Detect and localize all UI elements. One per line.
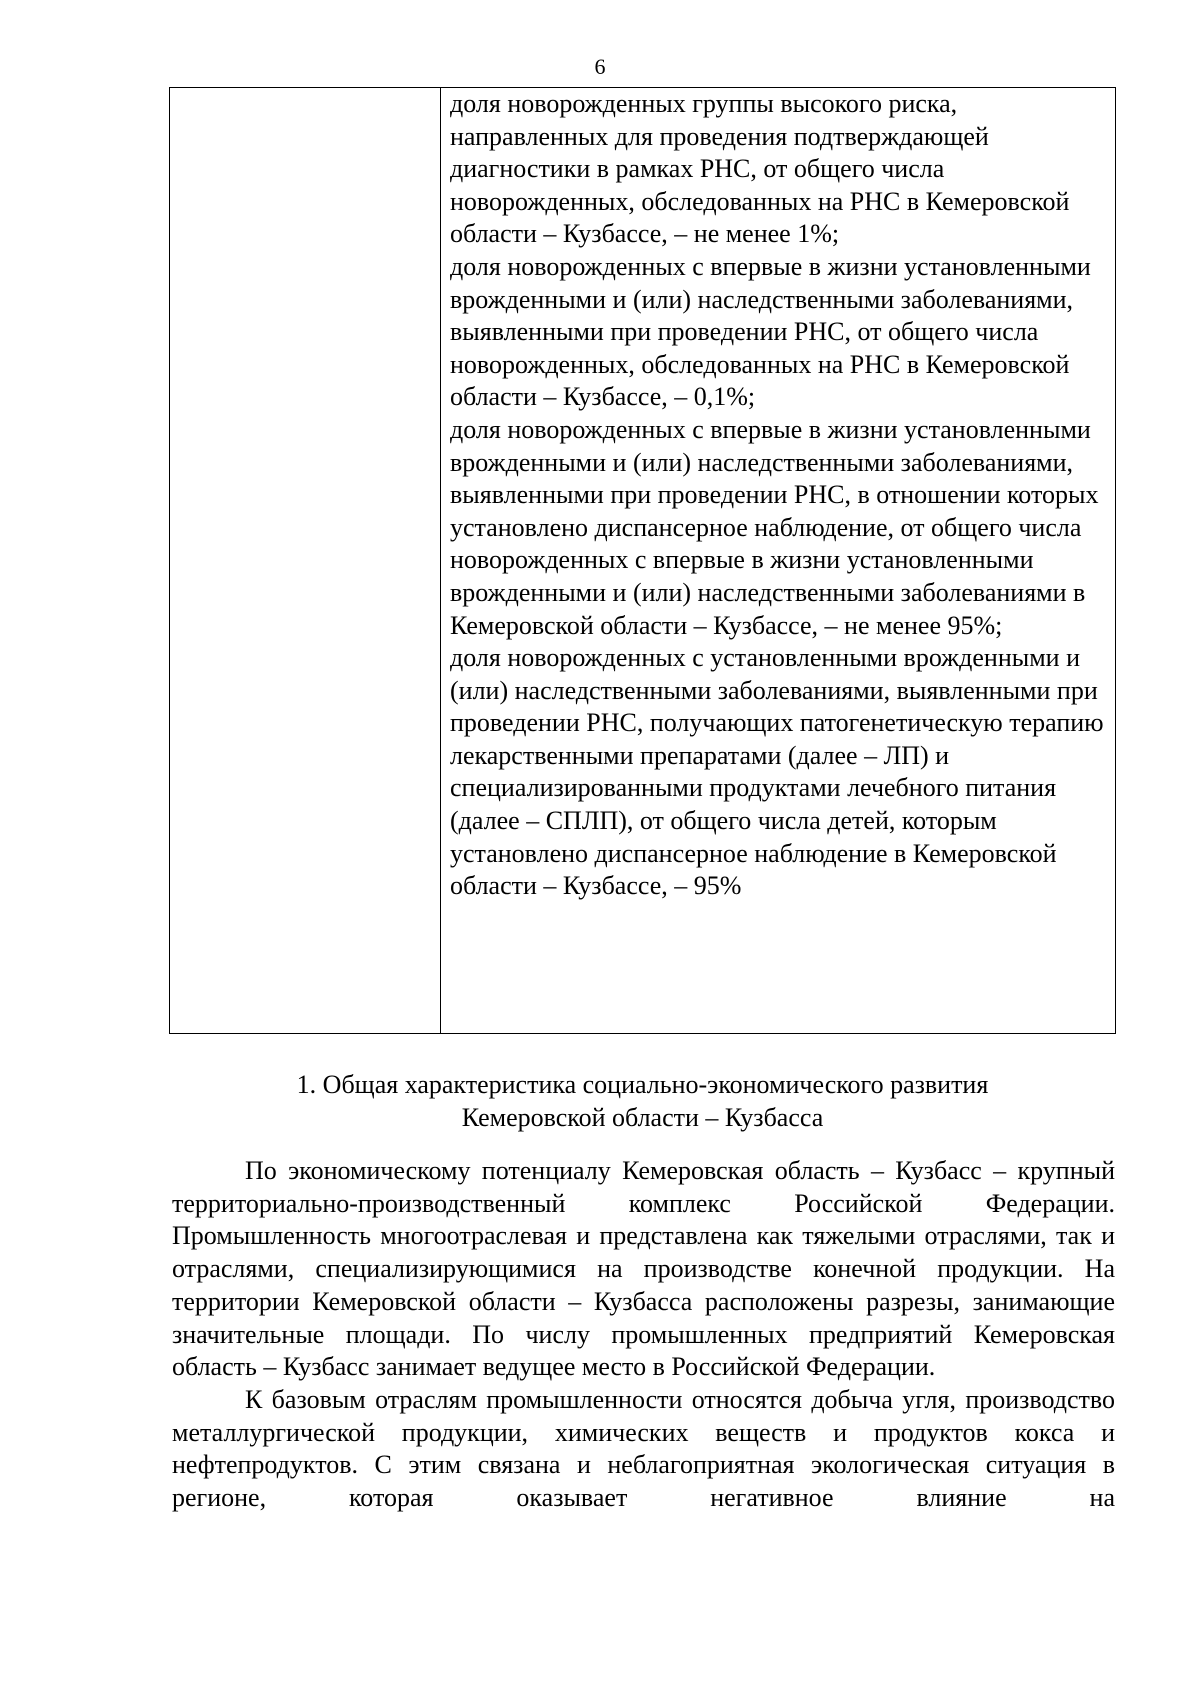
table-cell-empty <box>170 88 441 1034</box>
section-heading <box>170 1068 1115 1134</box>
indicator-table <box>169 87 1116 1034</box>
body-paragraph: К базовым отраслям промышленности относятся добыча угля, производство металлургической продукции, химических веществ и продуктов кокса и нефтепродуктов. С этим связана и неблагоприятная экологическая ситуация в регионе, которая оказывает негативное влияние на <box>172 1384 1115 1513</box>
page-number: 6 <box>594 54 606 79</box>
indicator-item: доля новорожденных группы высокого риска, направленных для проведения подтверждающей диагностики в рамках РНС, от общего числа новорожденных, обследованных на РНС в Кемеровской области – Кузбассе, – не менее 1%; <box>450 89 1070 249</box>
section-heading-line: 1. Общая характеристика социально-экономического развития <box>296 1070 989 1099</box>
indicator-item: доля новорожденных с установленными врожденными и (или) наследственными заболеваниями, выявленными при проведении РНС, получающих патогенетическую терапию лекарственными препаратами (далее – ЛП) и специализированными продуктами лечебного питания (далее – СПЛП), от общего числа детей, которым установлено диспансерное наблюдение в Кемеровской области – Кузбассе, – 95% <box>450 643 1104 901</box>
section-heading-line: Кемеровской области – Кузбасса <box>461 1103 824 1132</box>
table-row <box>170 88 1116 1034</box>
section-body <box>172 1155 1115 1515</box>
indicator-item: доля новорожденных с впервые в жизни установленными врожденными и (или) наследственными заболеваниями, выявленными при проведении РНС, от общего числа новорожденных, обследованных на РНС в Кемеровской области – Кузбассе, – 0,1%; <box>450 251 1091 412</box>
body-paragraph: По экономическому потенциалу Кемеровская область – Кузбасс – крупный территориально-производственный комплекс Российской Федерации. Промышленность многоотраслевая и представлена как тяжелыми отраслями, так и отраслями, специализирующимися на производстве конечной продукции. На территории Кемеровской области – Кузбасса расположены разрезы, занимающие значительные площади. По числу промышленных предприятий Кемеровская область – Кузбасс занимает ведущее место в Российской Федерации. <box>172 1156 1115 1382</box>
table-cell-indicators <box>441 88 1116 1034</box>
indicator-item: доля новорожденных с впервые в жизни установленными врожденными и (или) наследственными заболеваниями, выявленными при проведении РНС, в отношении которых установлено диспансерное наблюдение, от общего числа новорожденных с впервые в жизни установленными врожденными и (или) наследственными заболеваниями в Кемеровской области – Кузбассе, – не менее 95%; <box>450 414 1099 640</box>
